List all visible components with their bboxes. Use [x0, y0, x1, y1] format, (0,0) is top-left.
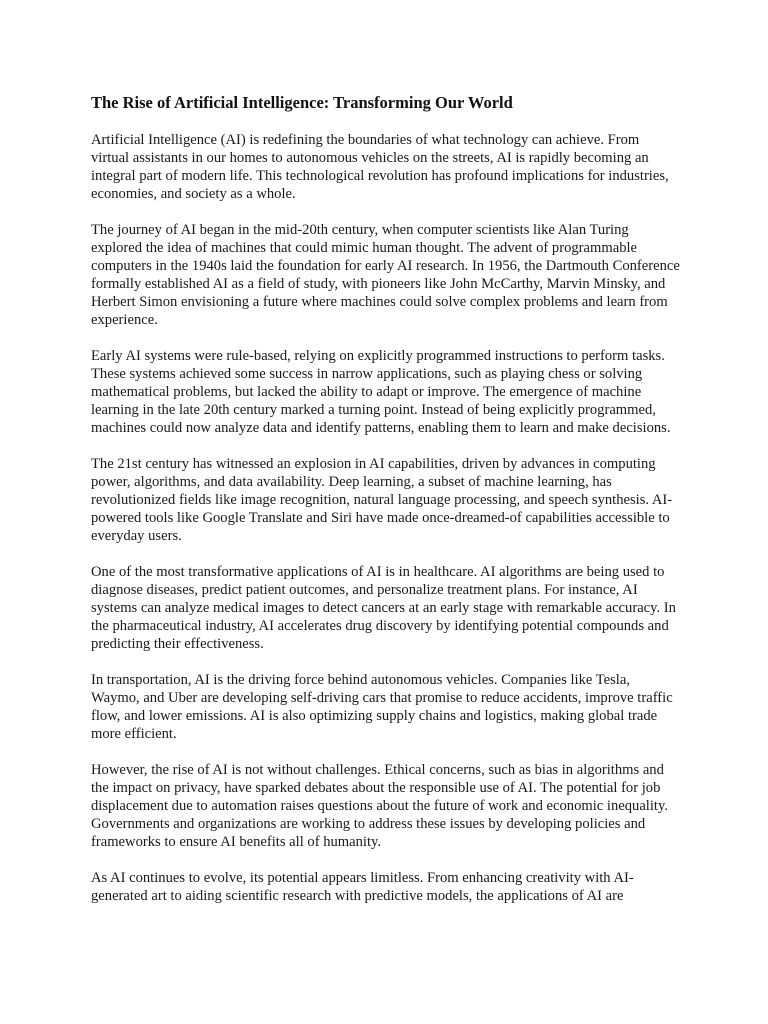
paragraph-intro: Artificial Intelligence (AI) is redefining the boundaries of what technology can achieve. From virtual assistants in our homes to autonomous vehicles on the streets, AI is rapidly becoming an integral part of modern life. This technological revolution has profound implications for industries, economies, and society as a whole. — [91, 132, 669, 202]
paragraph-healthcare: One of the most transformative applications of AI is in healthcare. AI algorithms are being used to diagnose diseases, predict patient outcomes, and personalize treatment plans. For instance, AI systems can analyze medical images to detect cancers at an early stage with remarkable accuracy. In the pharmaceutical industry, AI accelerates drug discovery by identifying potential compounds and predicting their effectiveness. — [91, 564, 676, 652]
document-page — [91, 93, 681, 923]
paragraph-challenges: However, the rise of AI is not without challenges. Ethical concerns, such as bias in algorithms and the impact on privacy, have sparked debates about the responsible use of AI. The potential for job displacement due to automation raises questions about the future of work and economic inequality. Governments and organizations are working to address these issues by developing policies and frameworks to ensure AI benefits all of humanity. — [91, 762, 668, 850]
paragraph-future: As AI continues to evolve, its potential appears limitless. From enhancing creativity with AI-generated art to aiding scientific research with predictive models, the applications of AI are — [91, 870, 634, 904]
document-title: The Rise of Artificial Intelligence: Transforming Our World — [91, 93, 513, 112]
paragraph-transportation: In transportation, AI is the driving force behind autonomous vehicles. Companies like Tesla, Waymo, and Uber are developing self-driving cars that promise to reduce accidents, improve traffic flow, and lower emissions. AI is also optimizing supply chains and logistics, making global trade more efficient. — [91, 672, 673, 742]
paragraph-history: The journey of AI began in the mid-20th century, when computer scientists like Alan Turing explored the idea of machines that could mimic human thought. The advent of programmable computers in the 1940s laid the foundation for early AI research. In 1956, the Dartmouth Conference formally established AI as a field of study, with pioneers like John McCarthy, Marvin Minsky, and Herbert Simon envisioning a future where machines could solve complex problems and learn from experience. — [91, 222, 680, 328]
paragraph-21st-century: The 21st century has witnessed an explosion in AI capabilities, driven by advances in computing power, algorithms, and data availability. Deep learning, a subset of machine learning, has revolutionized fields like image recognition, natural language processing, and speech synthesis. AI-powered tools like Google Translate and Siri have made once-dreamed-of capabilities accessible to everyday users. — [91, 456, 673, 544]
paragraph-early-systems: Early AI systems were rule-based, relying on explicitly programmed instructions to perform tasks. These systems achieved some success in narrow applications, such as playing chess or solving mathematical problems, but lacked the ability to adapt or improve. The emergence of machine learning in the late 20th century marked a turning point. Instead of being explicitly programmed, machines could now analyze data and identify patterns, enabling them to learn and make decisions. — [91, 348, 671, 436]
